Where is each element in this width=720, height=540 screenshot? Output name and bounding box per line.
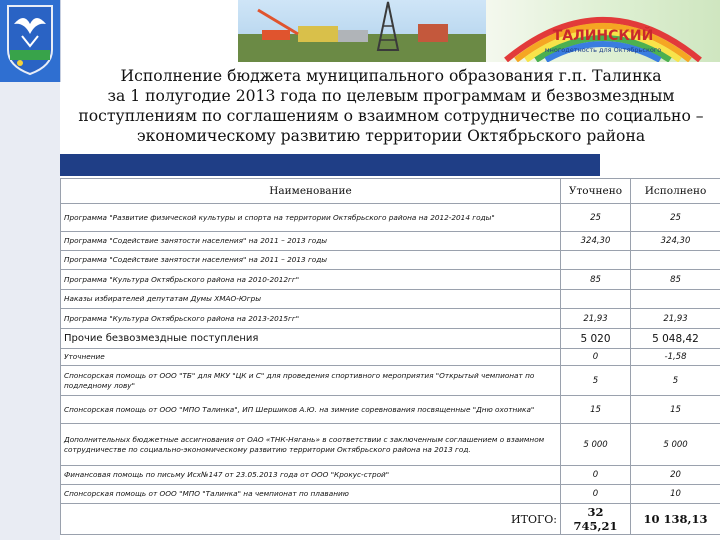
banner-subtext: многодетность для Октябрьского — [544, 46, 662, 54]
row-executed: 10 — [631, 485, 720, 504]
table-row — [61, 424, 720, 466]
table-row — [61, 309, 720, 329]
title-divider-bar — [60, 154, 600, 176]
row-executed: 324,30 — [631, 232, 720, 251]
row-name: Финансовая помощь по письму Исх№147 от 23.05.2013 года от ООО "Крокус-строй" — [61, 466, 561, 485]
title-line: Исполнение бюджета муниципального образования г.п. Талинка — [120, 67, 662, 85]
table-row — [61, 329, 720, 349]
row-executed: 5 — [631, 366, 720, 396]
row-executed: 5 000 — [631, 424, 720, 466]
row-planned: 5 000 — [561, 424, 631, 466]
talinka-banner — [486, 0, 720, 62]
title-line: экономическому развитию территории Октябрьского района — [136, 127, 646, 145]
table-header-row — [61, 179, 720, 204]
row-planned: 21,93 — [561, 309, 631, 329]
row-name: Спонсорская помощь от ООО "МПО "Талинка" на чемпионат по плаванию — [61, 485, 561, 504]
row-planned — [561, 290, 631, 309]
row-planned: 15 — [561, 396, 631, 424]
row-executed: 21,93 — [631, 309, 720, 329]
row-name: Программа "Культура Октябрьского района на 2010-2012гг" — [61, 270, 561, 290]
table-row — [61, 204, 720, 232]
row-name: Программа "Содействие занятости населения" на 2011 – 2013 годы — [61, 232, 561, 251]
row-name: Программа "Развитие физической культуры и спорта на территории Октябрьского района на 2012-2014 годы" — [61, 204, 561, 232]
table-row — [61, 349, 720, 366]
row-planned: 324,30 — [561, 232, 631, 251]
row-planned — [561, 251, 631, 270]
banner-text: ТАЛИНСКИЙ — [552, 28, 654, 44]
total-executed: 10 138,13 — [631, 504, 720, 535]
total-row — [61, 504, 720, 535]
header-name: Наименование — [61, 179, 561, 204]
page-title — [62, 66, 720, 146]
row-name: Программа "Культура Октябрьского района на 2013-2015гг" — [61, 309, 561, 329]
row-name: Программа "Содействие занятости населения" на 2011 – 2013 годы — [61, 251, 561, 270]
row-name: Наказы избирателей депутатам Думы ХМАО-Югры — [61, 290, 561, 309]
table-row — [61, 290, 720, 309]
total-label: ИТОГО: — [61, 504, 561, 535]
row-executed: 20 — [631, 466, 720, 485]
budget-table — [60, 178, 720, 535]
row-name: Прочие безвозмездные поступления — [61, 329, 561, 349]
table-row — [61, 270, 720, 290]
oil-rig-photo — [238, 0, 486, 62]
row-executed: 85 — [631, 270, 720, 290]
header-planned: Уточнено — [561, 179, 631, 204]
row-planned: 5 020 — [561, 329, 631, 349]
header-executed: Исполнено — [631, 179, 720, 204]
row-executed: 25 — [631, 204, 720, 232]
table-row — [61, 232, 720, 251]
title-line: поступлениям по соглашениям о взаимном сотрудничестве по социально – — [78, 107, 704, 125]
title-line: за 1 полугодие 2013 года по целевым программам и безвозмездным — [107, 87, 675, 105]
table-row — [61, 396, 720, 424]
row-executed — [631, 290, 720, 309]
row-planned: 25 — [561, 204, 631, 232]
row-executed: 5 048,42 — [631, 329, 720, 349]
row-executed: -1,58 — [631, 349, 720, 366]
table-row — [61, 366, 720, 396]
coat-of-arms-icon — [0, 0, 61, 82]
row-name: Уточнение — [61, 349, 561, 366]
row-planned: 0 — [561, 466, 631, 485]
table-row — [61, 466, 720, 485]
row-name: Дополнительных бюджетные ассигнования от ОАО «ТНК-Нягань» в соответствии с заключенным соглашением о взаимном сотрудничестве по социально-экономическому развитию территории Октябрьского района на 2013 год. — [61, 424, 561, 466]
table-row — [61, 251, 720, 270]
row-name: Спонсорская помощь от ООО "МПО Талинка", ИП Шершиков А.Ю. на зимние соревнования посвященные "Дню охотника" — [61, 396, 561, 424]
total-planned: 32 745,21 — [561, 504, 631, 535]
row-executed — [631, 251, 720, 270]
row-planned: 0 — [561, 349, 631, 366]
row-planned: 5 — [561, 366, 631, 396]
row-executed: 15 — [631, 396, 720, 424]
row-name: Спонсорская помощь от ООО "ТБ" для МКУ "ЦК и С" для проведения спортивного мероприятия "Открытый чемпионат по подледному лову" — [61, 366, 561, 396]
table-row — [61, 485, 720, 504]
row-planned: 0 — [561, 485, 631, 504]
row-planned: 85 — [561, 270, 631, 290]
